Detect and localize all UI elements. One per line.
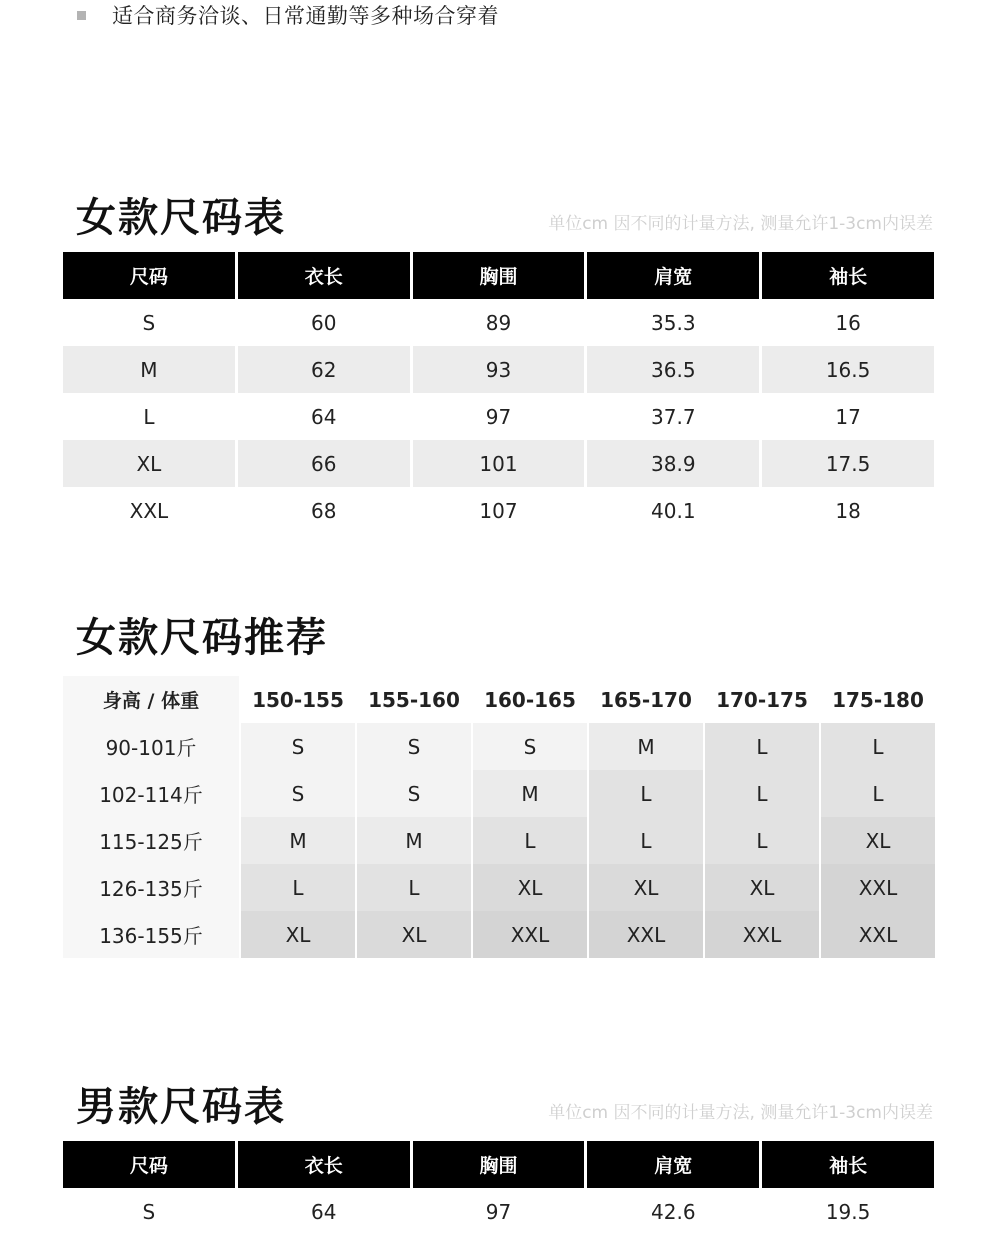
size-cell: L xyxy=(705,723,819,770)
size-cell: XL xyxy=(473,864,587,911)
size-cell: XXL xyxy=(821,864,935,911)
cell-chest: 89 xyxy=(485,310,512,335)
header-sleeve: 袖长 xyxy=(762,1141,934,1188)
women-recommend-title: 女款尺码推荐 xyxy=(76,615,328,661)
header-shoulder: 肩宽 xyxy=(587,252,759,299)
women-recommend-table xyxy=(61,676,937,958)
table-row xyxy=(63,817,935,864)
cell-size: S xyxy=(142,310,156,335)
size-cell: XXL xyxy=(821,911,935,958)
height-header: 150-155 xyxy=(241,676,355,723)
header-chest: 胸围 xyxy=(413,252,585,299)
weight-label: 126-135斤 xyxy=(63,864,239,911)
cell-size: XXL xyxy=(129,498,169,523)
table-row xyxy=(63,440,934,487)
size-cell: L xyxy=(705,770,819,817)
cell-size: S xyxy=(142,1199,156,1224)
size-cell: M xyxy=(357,817,471,864)
cell-length: 64 xyxy=(310,404,337,429)
size-cell: M xyxy=(473,770,587,817)
size-cell: L xyxy=(473,817,587,864)
cell-length: 68 xyxy=(310,498,337,523)
weight-label: 115-125斤 xyxy=(63,817,239,864)
cell-size: XL xyxy=(63,440,235,487)
cell-length: 60 xyxy=(310,310,337,335)
weight-label: 136-155斤 xyxy=(63,911,239,958)
size-cell: XXL xyxy=(705,911,819,958)
cell-size: M xyxy=(63,346,235,393)
cell-shoulder: 37.7 xyxy=(651,404,696,429)
size-cell: L xyxy=(241,864,355,911)
cell-shoulder: 40.1 xyxy=(651,498,696,523)
men-unit-note: 单位cm 因不同的计量方法, 测量允许1-3cm内误差 xyxy=(548,1103,933,1123)
table-row xyxy=(63,346,934,393)
cell-sleeve: 19.5 xyxy=(825,1199,871,1224)
feature-bullet xyxy=(77,0,499,30)
table-row xyxy=(63,911,935,958)
cell-shoulder: 38.9 xyxy=(587,440,759,487)
table-header-row xyxy=(63,676,935,723)
cell-size: L xyxy=(143,404,155,429)
table-row xyxy=(63,1188,934,1235)
cell-chest: 93 xyxy=(413,346,585,393)
cell-chest: 101 xyxy=(413,440,585,487)
cell-sleeve: 18 xyxy=(835,498,861,523)
table-header-row xyxy=(63,1141,934,1188)
size-cell: L xyxy=(821,723,935,770)
size-cell: XXL xyxy=(589,911,703,958)
weight-label: 102-114斤 xyxy=(63,770,239,817)
size-cell: S xyxy=(357,723,471,770)
cell-shoulder: 42.6 xyxy=(651,1199,696,1224)
height-header: 175-180 xyxy=(821,676,935,723)
women-unit-note: 单位cm 因不同的计量方法, 测量允许1-3cm内误差 xyxy=(548,214,933,234)
table-row xyxy=(63,723,935,770)
height-header: 160-165 xyxy=(473,676,587,723)
height-header: 170-175 xyxy=(705,676,819,723)
women-size-table xyxy=(60,252,937,534)
cell-length: 64 xyxy=(310,1199,337,1224)
table-row xyxy=(63,299,934,346)
cell-chest: 107 xyxy=(479,498,518,523)
size-cell: XL xyxy=(821,817,935,864)
size-cell: S xyxy=(241,770,355,817)
height-header: 165-170 xyxy=(589,676,703,723)
table-row xyxy=(63,864,935,911)
cell-shoulder: 36.5 xyxy=(587,346,759,393)
bullet-square-icon xyxy=(77,11,86,20)
size-cell: L xyxy=(589,817,703,864)
size-cell: XL xyxy=(705,864,819,911)
table-row xyxy=(63,393,934,440)
header-size: 尺码 xyxy=(63,252,235,299)
cell-chest: 97 xyxy=(485,1199,512,1224)
size-cell: L xyxy=(705,817,819,864)
header-sleeve: 袖长 xyxy=(762,252,934,299)
height-header: 155-160 xyxy=(357,676,471,723)
size-cell: S xyxy=(357,770,471,817)
table-row xyxy=(63,487,934,534)
cell-chest: 97 xyxy=(485,404,512,429)
size-cell: L xyxy=(821,770,935,817)
size-cell: XXL xyxy=(473,911,587,958)
table-header-row xyxy=(63,252,934,299)
cell-length: 66 xyxy=(238,440,410,487)
size-cell: M xyxy=(241,817,355,864)
feature-text: 适合商务洽谈、日常通勤等多种场合穿着 xyxy=(112,4,499,28)
header-chest: 胸围 xyxy=(413,1141,585,1188)
table-row xyxy=(63,770,935,817)
size-cell: L xyxy=(357,864,471,911)
header-length: 衣长 xyxy=(238,1141,410,1188)
size-cell: S xyxy=(473,723,587,770)
cell-length: 62 xyxy=(238,346,410,393)
men-size-table-title: 男款尺码表 xyxy=(76,1084,286,1130)
size-cell: XL xyxy=(241,911,355,958)
corner-label: 身高 / 体重 xyxy=(63,676,239,723)
weight-label: 90-101斤 xyxy=(63,723,239,770)
cell-sleeve: 16 xyxy=(835,310,861,335)
size-cell: XL xyxy=(589,864,703,911)
header-shoulder: 肩宽 xyxy=(587,1141,759,1188)
women-size-table-title: 女款尺码表 xyxy=(76,195,286,241)
size-cell: M xyxy=(589,723,703,770)
size-cell: S xyxy=(241,723,355,770)
cell-sleeve: 17.5 xyxy=(762,440,934,487)
cell-shoulder: 35.3 xyxy=(651,310,696,335)
header-length: 衣长 xyxy=(238,252,410,299)
size-cell: XL xyxy=(357,911,471,958)
cell-sleeve: 16.5 xyxy=(762,346,934,393)
size-cell: L xyxy=(589,770,703,817)
men-size-table xyxy=(60,1141,937,1235)
header-size: 尺码 xyxy=(63,1141,235,1188)
cell-sleeve: 17 xyxy=(835,404,861,429)
